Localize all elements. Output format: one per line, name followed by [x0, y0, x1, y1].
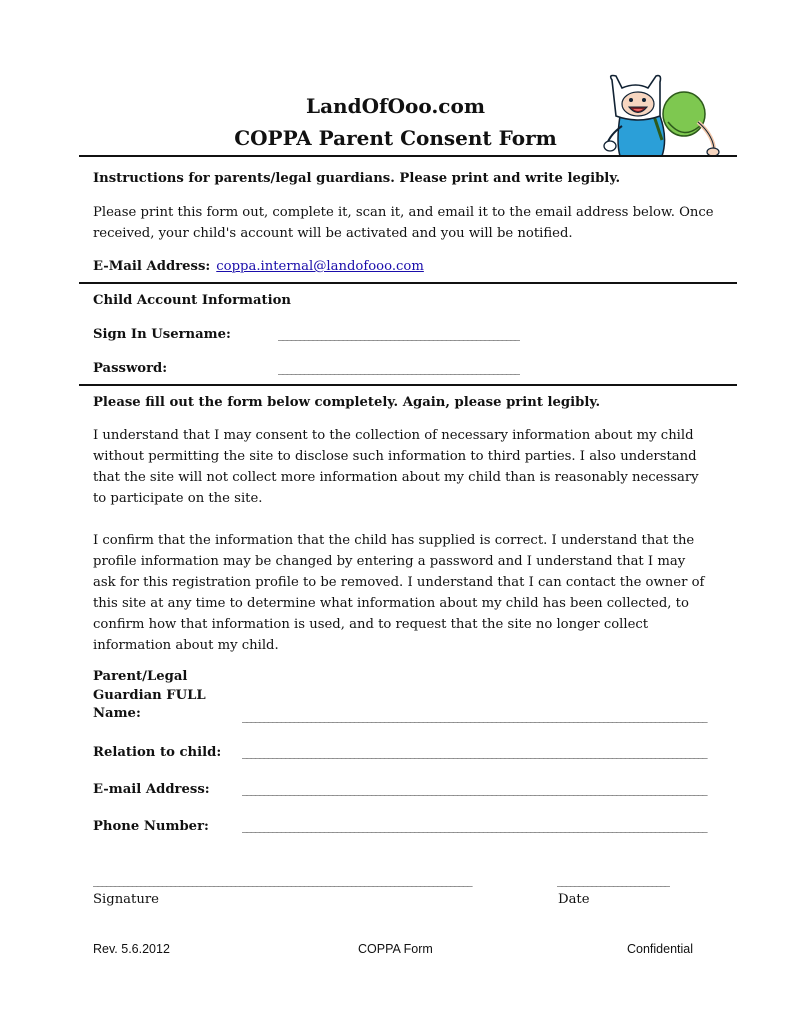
child-account-heading: Child Account Information: [93, 293, 292, 308]
consent-line: ask for this registration profile to be removed. I understand that I can contact the owner of: [93, 575, 705, 590]
instructions-heading: Instructions for parents/legal guardians. Please print and write legibly.: [93, 171, 621, 186]
date-field[interactable]: __________________________: [557, 874, 669, 887]
consent-line: information about my child.: [93, 638, 279, 653]
guardian-name-label-line: Name:: [93, 706, 141, 721]
relation-label: Relation to child:: [93, 745, 222, 760]
password-label: Password:: [93, 361, 168, 376]
email-label: E-Mail Address:: [93, 259, 211, 274]
relation-field[interactable]: ____________________________________________________________________________________________________________: [242, 746, 707, 759]
consent-line: I understand that I may consent to the collection of necessary information about my child: [93, 428, 694, 443]
section-rule-2: [79, 384, 737, 386]
site-title: LandOfOoo.com: [306, 94, 485, 118]
consent-line: without permitting the site to disclose such information to third parties. I also understand: [93, 449, 697, 464]
signature-field[interactable]: ________________________________________________________________________________________: [93, 874, 472, 887]
guardian-email-field[interactable]: ____________________________________________________________________________________________________________: [242, 783, 707, 796]
guardian-name-label: [93, 668, 206, 724]
consent-line: profile information may be changed by entering a password and I understand that I may: [93, 554, 686, 569]
guardian-name-field[interactable]: ____________________________________________________________________________________________________________: [242, 710, 707, 723]
email-link[interactable]: coppa.internal@landofooo.com: [216, 259, 424, 274]
date-label: Date: [558, 892, 590, 907]
consent-paragraph-2: [93, 530, 704, 656]
form-title: COPPA Parent Consent Form: [234, 126, 557, 150]
header-rule: [79, 155, 737, 157]
phone-field[interactable]: ____________________________________________________________________________________________________________: [242, 820, 707, 833]
instructions-line: Please print this form out, complete it, scan it, and email it to the email address below. Once: [93, 205, 714, 220]
consent-heading: Please fill out the form below completely. Again, please print legibly.: [93, 395, 601, 410]
phone-label: Phone Number:: [93, 819, 209, 834]
instructions-line: received, your child's account will be activated and you will be notified.: [93, 226, 573, 241]
guardian-email-label: E-mail Address:: [93, 782, 210, 797]
consent-line: confirm how that information is used, and to request that the site no longer collect: [93, 617, 649, 632]
email-row: [93, 256, 424, 277]
username-field[interactable]: ________________________________________________________: [278, 328, 519, 341]
consent-paragraph-1: [93, 425, 699, 509]
footer-center: COPPA Form: [358, 942, 433, 956]
password-field[interactable]: ________________________________________________________: [278, 362, 519, 375]
instructions-body: [93, 202, 714, 244]
finn-cartoon-icon: [598, 72, 724, 160]
footer-revision: Rev. 5.6.2012: [93, 942, 170, 956]
consent-line: this site at any time to determine what information about my child has been collected, to: [93, 596, 689, 611]
consent-line: I confirm that the information that the child has supplied is correct. I understand that the: [93, 533, 695, 548]
consent-line: that the site will not collect more information about my child than is reasonably necessary: [93, 470, 699, 485]
username-label: Sign In Username:: [93, 327, 231, 342]
guardian-name-label-line: Guardian FULL: [93, 687, 206, 703]
section-rule-1: [79, 282, 737, 284]
consent-line: to participate on the site.: [93, 491, 263, 506]
footer-confidential: Confidential: [627, 942, 694, 956]
signature-label: Signature: [93, 892, 159, 907]
guardian-name-label-line: Parent/Legal: [93, 669, 188, 684]
